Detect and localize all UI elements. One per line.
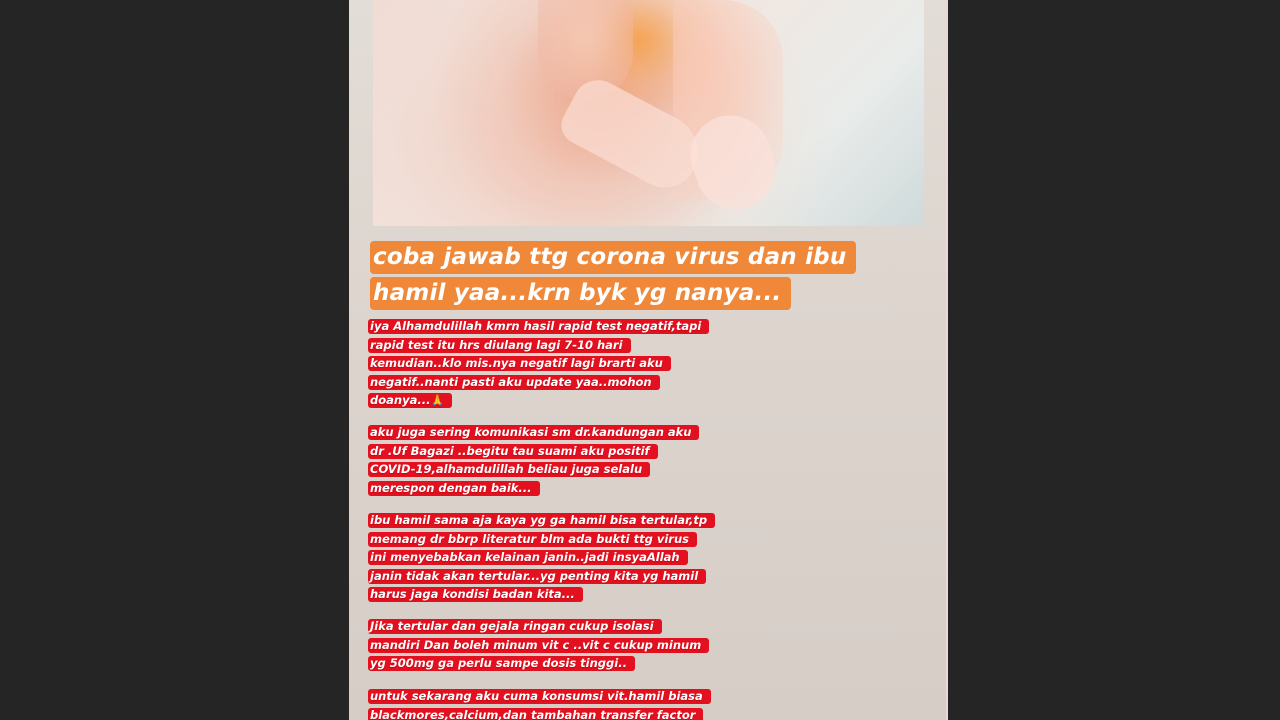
text-line: memang dr bbrp literatur blm ada bukti ttg virus — [368, 532, 697, 547]
praying-hands-icon: 🙏 — [430, 394, 445, 407]
text-line: blackmores,calcium,dan tambahan transfer factor — [368, 708, 703, 720]
paragraph-rapid-test — [368, 318, 788, 411]
story-headline — [370, 241, 930, 313]
text-line: mandiri Dan boleh minum vit c ..vit c cukup minum — [368, 638, 709, 653]
paragraph-isolation — [368, 618, 788, 674]
text-line: negatif..nanti pasti aku update yaa..mohon — [368, 375, 660, 390]
text-line: iya Alhamdulillah kmrn hasil rapid test negatif,tapi — [368, 319, 709, 334]
text-line-content: doanya... — [370, 393, 431, 407]
headline-line: hamil yaa...krn byk yg nanya... — [370, 277, 791, 310]
text-line: dr .Uf Bagazi ..begitu tau suami aku positif — [368, 444, 658, 459]
text-line: harus jaga kondisi badan kita... — [368, 587, 583, 602]
text-line: ini menyebabkan kelainan janin..jadi insyaAllah — [368, 550, 688, 565]
story-photo — [373, 0, 924, 226]
text-line: kemudian..klo mis.nya negatif lagi brarti aku — [368, 356, 671, 371]
story-panel[interactable] — [349, 0, 948, 720]
paragraph-doctor — [368, 424, 788, 498]
text-line: janin tidak akan tertular...yg penting kita yg hamil — [368, 569, 706, 584]
text-line — [368, 393, 452, 408]
text-line: aku juga sering komunikasi sm dr.kandungan aku — [368, 425, 699, 440]
text-line: COVID-19,alhamdulillah beliau juga selalu — [368, 462, 650, 477]
headline-line: coba jawab ttg corona virus dan ibu — [370, 241, 856, 274]
paragraph-vitamins — [368, 688, 788, 720]
text-line: ibu hamil sama aja kaya yg ga hamil bisa tertular,tp — [368, 513, 715, 528]
text-line: merespon dengan baik... — [368, 481, 540, 496]
text-line: yg 500mg ga perlu sampe dosis tinggi.. — [368, 656, 635, 671]
text-line: Jika tertular dan gejala ringan cukup isolasi — [368, 619, 662, 634]
text-line: untuk sekarang aku cuma konsumsi vit.hamil biasa — [368, 689, 711, 704]
paragraph-pregnancy-info — [368, 512, 788, 605]
text-line: rapid test itu hrs diulang lagi 7-10 hari — [368, 338, 631, 353]
